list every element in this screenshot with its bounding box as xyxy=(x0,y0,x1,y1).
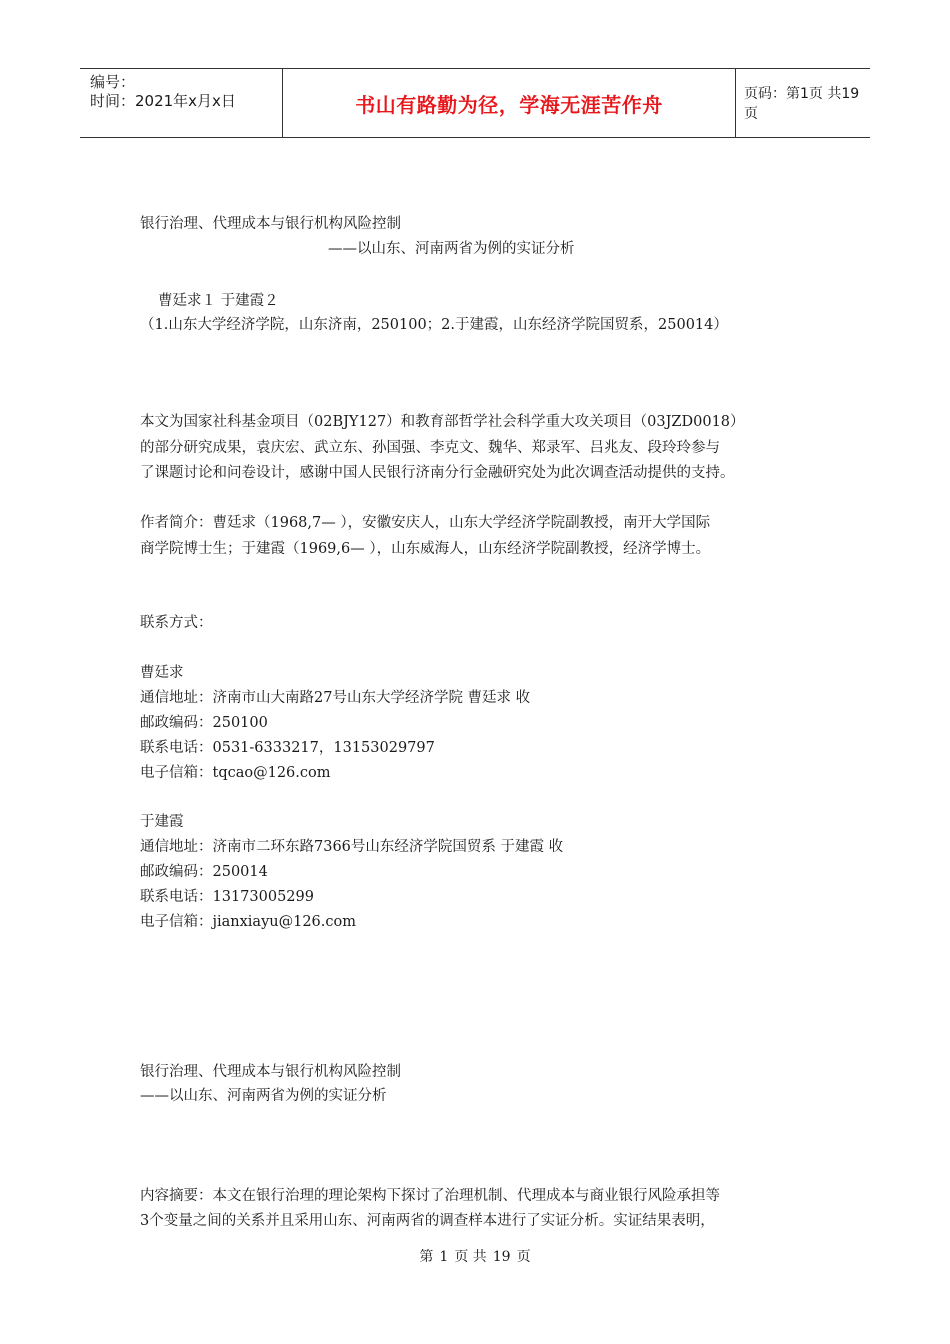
affiliations: （1.山东大学经济学院，山东济南，250100；2.于建霞，山东经济学院国贸系，250014） xyxy=(140,317,728,333)
bio-line-2: 商学院博士生；于建霞（1969,6— ），山东威海人，山东经济学院副教授，经济学博士。 xyxy=(140,541,711,557)
contact1-address: 通信地址：济南市山大南路27号山东大学经济学院 曹廷求 收 xyxy=(140,690,531,706)
page-footer xyxy=(0,1246,950,1266)
funding-line-3: 了课题讨论和问卷设计，感谢中国人民银行济南分行金融研究处为此次调查活动提供的支持。 xyxy=(140,465,735,481)
authors: 曹廷求１ 于建霞２ xyxy=(158,293,279,309)
code-label: 编号： xyxy=(90,73,136,91)
footer-page-number: 1 xyxy=(439,1249,449,1265)
contact1-phone: 联系电话：0531-6333217，13153029797 xyxy=(140,740,435,756)
contact1-postcode: 邮政编码：250100 xyxy=(140,715,268,731)
contact2-postcode: 邮政编码：250014 xyxy=(140,864,268,880)
header-meta xyxy=(80,69,283,137)
contact2-phone: 联系电话：13173005299 xyxy=(140,889,314,905)
date-label: 时间：2021年x月x日 xyxy=(90,92,236,110)
footer-suffix: 页 xyxy=(516,1249,531,1265)
contact2-email: 电子信箱：jianxiayu@126.com xyxy=(140,914,356,930)
contact2-address: 通信地址：济南市二环东路7366号山东经济学院国贸系 于建霞 收 xyxy=(140,839,564,855)
footer-prefix: 第 xyxy=(419,1249,434,1265)
page-header xyxy=(80,68,870,138)
bio-line-1: 作者简介：曹廷求（1968,7— ），安徽安庆人，山东大学经济学院副教授，南开大学国际 xyxy=(140,515,711,531)
funding-line-1: 本文为国家社科基金项目（02BJY127）和教育部哲学社会科学重大攻关项目（03JZD0018） xyxy=(140,414,745,430)
contact2-name: 于建霞 xyxy=(140,814,184,830)
funding-line-2: 的部分研究成果，袁庆宏、武立东、孙国强、李克文、魏华、郑录军、吕兆友、段玲玲参与 xyxy=(140,440,720,456)
second-subtitle: ——以山东、河南两省为例的实证分析 xyxy=(140,1088,387,1104)
document-title: 银行治理、代理成本与银行机构风险控制 xyxy=(140,216,401,232)
header-page-label: 页码：第1页 共19页 xyxy=(744,86,860,122)
contact1-name: 曹廷求 xyxy=(140,665,184,681)
footer-middle: 页 共 xyxy=(454,1249,487,1265)
abstract-line-1: 内容摘要：本文在银行治理的理论架构下探讨了治理机制、代理成本与商业银行风险承担等 xyxy=(140,1188,720,1204)
footer-total-pages: 19 xyxy=(492,1249,511,1265)
second-title: 银行治理、代理成本与银行机构风险控制 xyxy=(140,1064,401,1080)
document-subtitle: ——以山东、河南两省为例的实证分析 xyxy=(328,241,575,257)
contact-heading: 联系方式： xyxy=(140,615,213,631)
abstract-line-2: 3个变量之间的关系并且采用山东、河南两省的调查样本进行了实证分析。实证结果表明， xyxy=(140,1213,715,1229)
contact1-email: 电子信箱：tqcao@126.com xyxy=(140,765,331,781)
header-motto: 书山有路勤为径，学海无涯苦作舟 xyxy=(283,69,736,137)
